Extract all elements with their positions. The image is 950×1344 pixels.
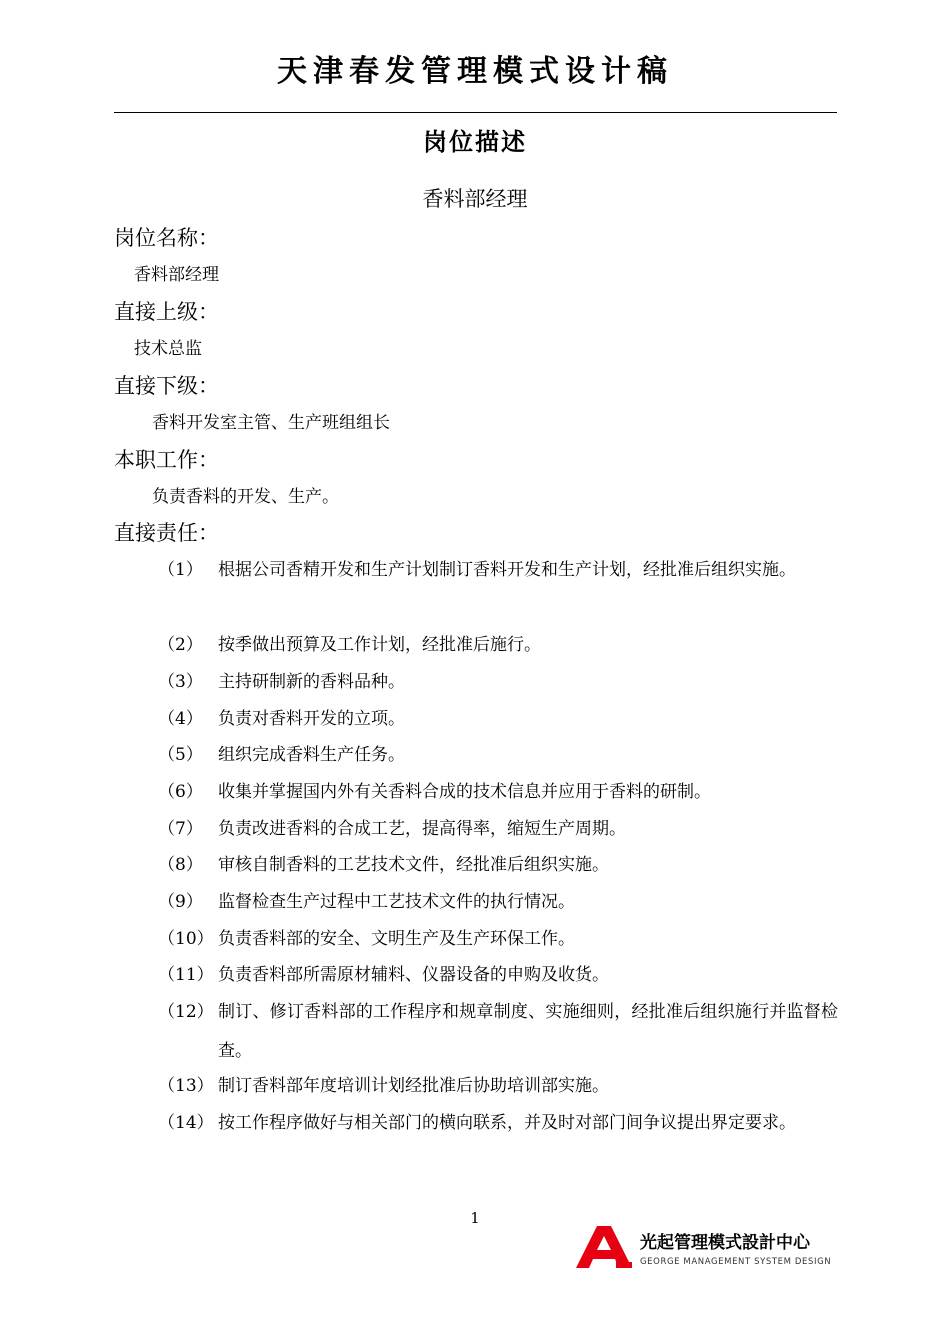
duty-number: （8） [158, 855, 203, 875]
duty-number: （10） [158, 929, 214, 949]
duty-text: 负责香料部所需原材辅料、仪器设备的申购及收货。 [218, 965, 609, 985]
direct-subordinates-heading: 直接下级： [114, 374, 219, 398]
direct-duties-heading: 直接责任： [114, 521, 219, 545]
duty-number: （4） [158, 709, 203, 729]
duty-text: 制订香料部年度培训计划经批准后协助培训部实施。 [218, 1076, 609, 1096]
direct-subordinates-value: 香料开发室主管、生产班组组长 [152, 413, 390, 433]
duty-number: （6） [158, 782, 203, 802]
position-name-value: 香料部经理 [134, 265, 219, 285]
duty-number: （1） [158, 560, 203, 580]
duty-number: （12） [158, 1002, 214, 1022]
duty-number: （3） [158, 672, 203, 692]
duty-number: （2） [158, 635, 203, 655]
duty-number: （14） [158, 1113, 214, 1133]
duty-number: （5） [158, 745, 203, 765]
page-header-title: 天津春发管理模式设计稿 [277, 54, 673, 89]
core-work-heading: 本职工作： [114, 448, 219, 472]
header-divider [114, 112, 837, 113]
duty-number: （13） [158, 1076, 214, 1096]
duty-text: 负责对香料开发的立项。 [218, 709, 405, 729]
duty-text: 监督检查生产过程中工艺技术文件的执行情况。 [218, 892, 575, 912]
duty-number: （9） [158, 892, 203, 912]
duty-text: 主持研制新的香料品种。 [218, 672, 405, 692]
duty-text: 按季做出预算及工作计划，经批准后施行。 [218, 635, 541, 655]
logo-a-mark-icon [576, 1226, 632, 1268]
direct-superior-heading: 直接上级： [114, 300, 219, 324]
logo-tagline: GEORGE MANAGEMENT SYSTEM DESIGN [640, 1257, 832, 1267]
duty-text: 负责香料部的安全、文明生产及生产环保工作。 [218, 929, 575, 949]
duty-number: （7） [158, 819, 203, 839]
logo-name: 光起管理模式設計中心 [640, 1233, 810, 1253]
document-subtitle: 香料部经理 [422, 187, 528, 211]
page-number: 1 [470, 1209, 480, 1227]
company-logo [576, 1226, 838, 1272]
duty-text: 审核自制香料的工艺技术文件，经批准后组织实施。 [218, 855, 609, 875]
direct-superior-value: 技术总监 [134, 339, 202, 359]
duty-number: （11） [158, 965, 214, 985]
duty-text: 按工作程序做好与相关部门的横向联系，并及时对部门间争议提出界定要求。 [218, 1113, 796, 1133]
duty-text: 负责改进香料的合成工艺，提高得率，缩短生产周期。 [218, 819, 626, 839]
document-title: 岗位描述 [423, 128, 527, 156]
duty-text: 根据公司香精开发和生产计划制订香料开发和生产计划，经批准后组织实施。 [218, 560, 796, 580]
duty-text: 收集并掌握国内外有关香料合成的技术信息并应用于香料的研制。 [218, 782, 711, 802]
duty-text: 组织完成香料生产任务。 [218, 745, 405, 765]
position-name-heading: 岗位名称： [114, 226, 219, 250]
duty-text: 制订、修订香料部的工作程序和规章制度、实施细则，经批准后组织施行并监督检查。 [218, 1002, 838, 1061]
core-work-value: 负责香料的开发、生产。 [152, 487, 339, 507]
